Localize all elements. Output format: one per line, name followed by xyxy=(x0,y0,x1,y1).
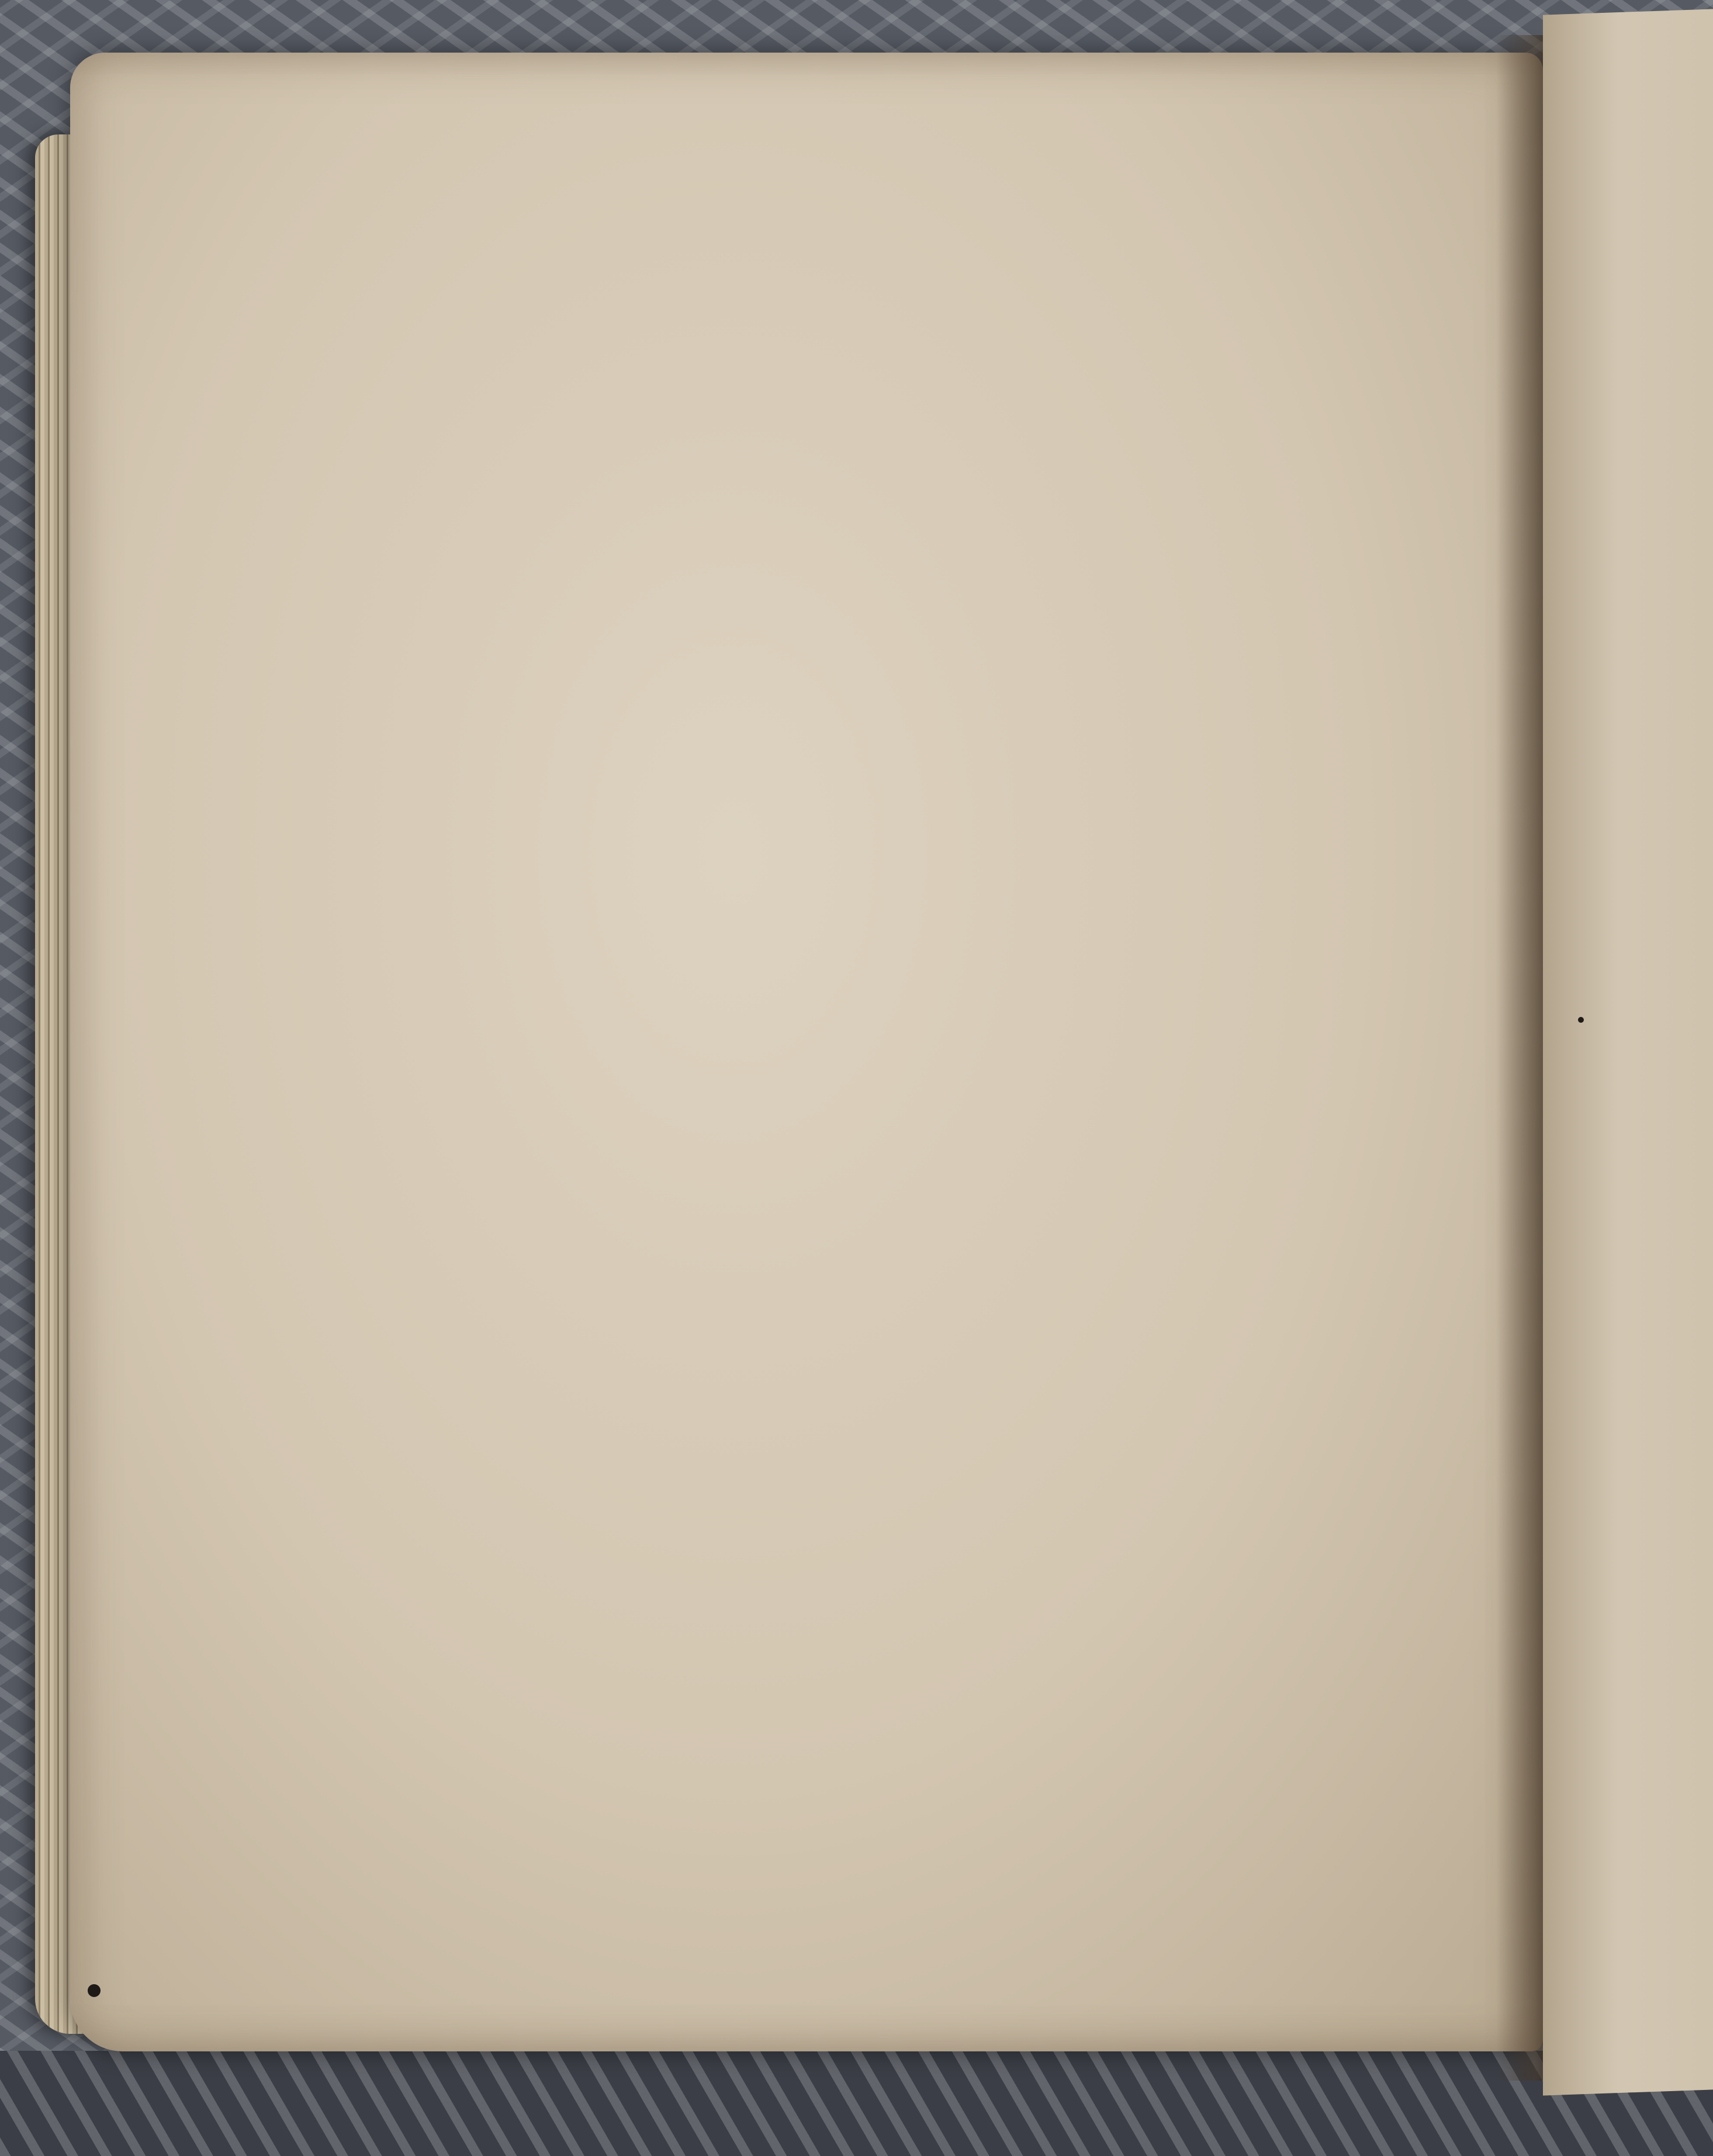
ink-spot-small xyxy=(1578,1017,1584,1023)
scene-heading xyxy=(832,672,862,711)
ink-spot xyxy=(88,1984,101,1997)
heading-speaker-a xyxy=(832,672,833,710)
heading-speaker-b xyxy=(861,673,862,711)
